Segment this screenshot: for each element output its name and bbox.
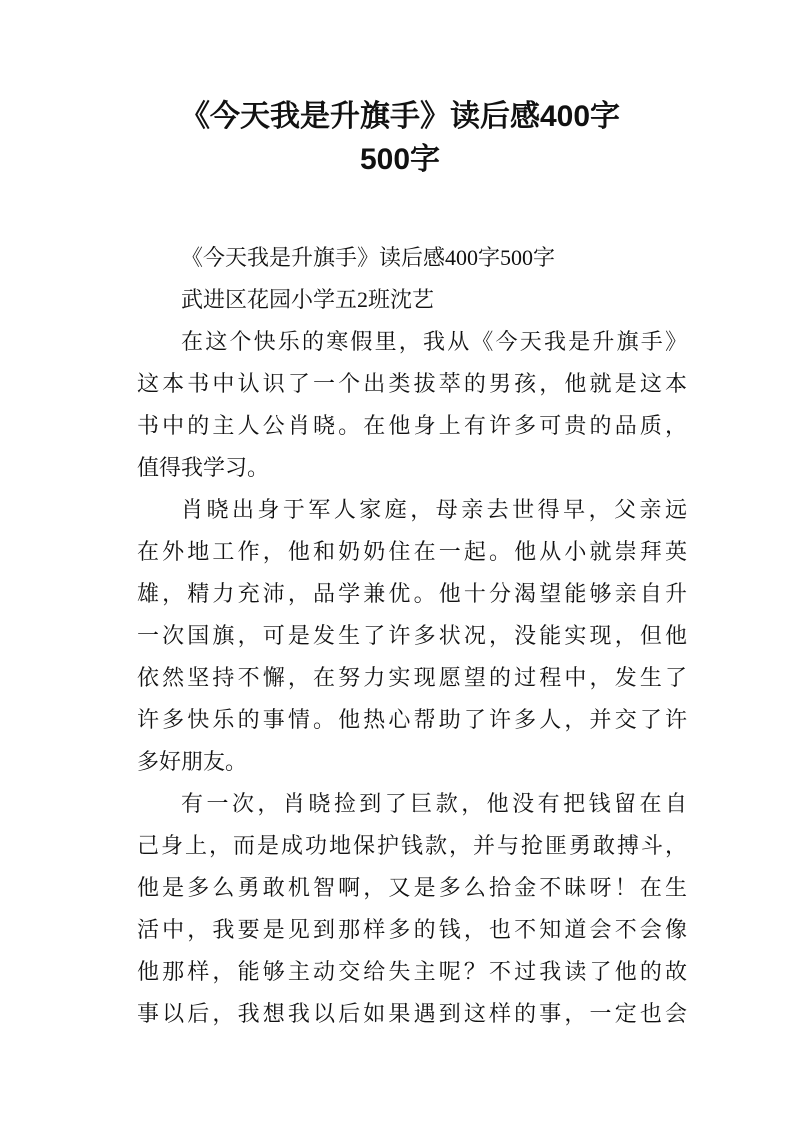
- text-line: 事以后，我想我以后如果遇到这样的事，一定也会: [137, 1001, 687, 1026]
- paragraph-2: [137, 489, 687, 783]
- document-title-line-2: 500字: [359, 143, 441, 176]
- paragraph-3: [137, 783, 687, 1035]
- document-body: [137, 237, 687, 1035]
- text-line: 值得我学习。: [137, 455, 270, 480]
- subtitle: 《今天我是升旗手》读后感400字500字: [181, 245, 556, 270]
- text-line: 有一次，肖晓捡到了巨款，他没有把钱留在自: [181, 791, 687, 816]
- document-title-line-1: 《今天我是升旗手》读后感400字: [179, 100, 621, 133]
- text-line: 一次国旗，可是发生了许多状况，没能实现，但他: [137, 623, 687, 648]
- text-line: 己身上，而是成功地保护钱款，并与抢匪勇敢搏斗，: [137, 833, 687, 858]
- text-line: 书中的主人公肖晓。在他身上有许多可贵的品质，: [137, 413, 687, 438]
- paragraph-1: [137, 321, 687, 489]
- text-line: 他是多么勇敢机智啊，又是多么拾金不昧呀！在生: [137, 875, 687, 900]
- text-line: 在外地工作，他和奶奶住在一起。他从小就崇拜英: [137, 539, 687, 564]
- text-line: 这本书中认识了一个出类拔萃的男孩，他就是这本: [137, 371, 687, 396]
- text-line: 他那样，能够主动交给失主呢？不过我读了他的故: [137, 959, 687, 984]
- text-line: 肖晓出身于军人家庭，母亲去世得早，父亲远: [181, 497, 687, 522]
- text-line: 多好朋友。: [137, 749, 248, 774]
- text-line: 活中，我要是见到那样多的钱，也不知道会不会像: [137, 917, 687, 942]
- text-line: 许多快乐的事情。他热心帮助了许多人，并交了许: [137, 707, 687, 732]
- text-line: 雄，精力充沛，品学兼优。他十分渴望能够亲自升: [137, 581, 687, 606]
- text-line: 在这个快乐的寒假里，我从《今天我是升旗手》: [181, 329, 687, 354]
- text-line: 依然坚持不懈，在努力实现愿望的过程中，发生了: [137, 665, 687, 690]
- author-line: 武进区花园小学五2班沈艺: [181, 287, 435, 312]
